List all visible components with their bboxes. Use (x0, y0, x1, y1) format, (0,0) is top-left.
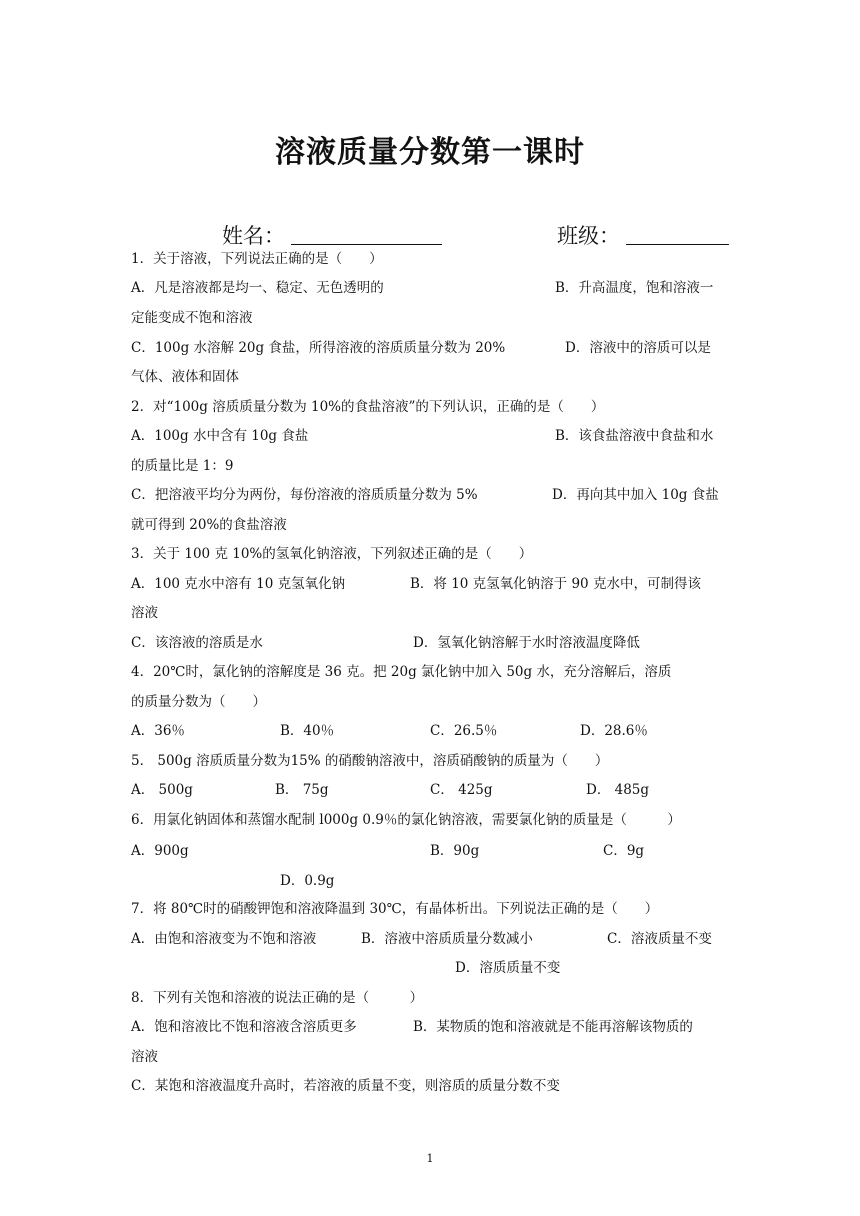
q5-stem: 5． 500g 溶质质量分数为15% 的硝酸钠溶液中，溶质硝酸钠的质量为（ ） (131, 753, 609, 769)
q5-option-c: C． 425g (430, 782, 493, 798)
q2-option-a: A．100g 水中含有 10g 食盐 (131, 428, 309, 444)
q1-option-a: A．凡是溶液都是均一、稳定、无色透明的 (131, 280, 384, 296)
q6-option-b: B．90g (430, 843, 480, 859)
class-blank (626, 244, 729, 245)
name-label: 姓名： (222, 224, 285, 248)
q6-option-c: C．9g (603, 843, 645, 859)
q7-option-d: D．溶质质量不变 (455, 960, 561, 976)
q6-option-d: D．0.9g (280, 873, 335, 889)
q2-option-c: C．把溶液平均分为两份，每份溶液的溶质质量分数为 5% (131, 487, 478, 503)
q1-option-d-cont: 气体、液体和固体 (131, 369, 239, 385)
q5-option-a: A． 500g (131, 782, 193, 798)
q4-stem: 4．20℃时，氯化钠的溶解度是 36 克。把 20g 氯化钠中加入 50g 水，充分溶解后，溶质 (131, 664, 672, 680)
q2-stem: 2．对“100g 溶质质量分数为 10%的食盐溶液”的下列认识，正确的是（ ） (131, 399, 605, 415)
q7-option-b: B．溶液中溶质质量分数减小 (361, 931, 533, 947)
q3-option-b-cont: 溶液 (131, 605, 158, 621)
q1-option-d: D．溶液中的溶质可以是 (565, 340, 711, 356)
q2-option-d-cont: 就可得到 20%的食盐溶液 (131, 517, 287, 533)
q3-stem: 3．关于 100 克 10%的氢氧化钠溶液，下列叙述正确的是（ ） (131, 546, 533, 562)
q2-option-b-cont: 的质量比是 1：9 (131, 458, 234, 474)
q2-option-d: D．再向其中加入 10g 食盐 (552, 487, 719, 503)
q8-stem: 8．下列有关饱和溶液的说法正确的是（ ） (131, 990, 424, 1006)
q6-option-a: A．900g (131, 843, 189, 859)
q4-option-b: B．40％ (280, 723, 335, 739)
q7-option-c: C．溶液质量不变 (607, 931, 712, 947)
name-blank (291, 244, 442, 245)
q8-option-b-cont: 溶液 (131, 1049, 158, 1065)
q4-option-d: D．28.6％ (580, 723, 648, 739)
q4-option-a: A．36％ (131, 723, 185, 739)
q2-option-b: B．该食盐溶液中食盐和水 (555, 428, 714, 444)
q3-option-b: B．将 10 克氢氧化钠溶于 90 克水中，可制得该 (410, 576, 701, 592)
q4-option-c: C．26.5％ (430, 723, 498, 739)
q1-option-b-cont: 定能变成不饱和溶液 (131, 310, 253, 326)
q7-option-a: A．由饱和溶液变为不饱和溶液 (131, 931, 317, 947)
q8-option-a: A．饱和溶液比不饱和溶液含溶质更多 (131, 1019, 357, 1035)
page-title: 溶液质量分数第一课时 (275, 135, 585, 170)
q5-option-d: D． 485g (586, 782, 650, 798)
q7-stem: 7．将 80℃时的硝酸钾饱和溶液降温到 30℃，有晶体析出。下列说法正确的是（ ） (131, 901, 659, 917)
q8-option-c: C．某饱和溶液温度升高时，若溶液的质量不变，则溶质的质量分数不变 (131, 1078, 560, 1094)
q3-option-d: D．氢氧化钠溶解于水时溶液温度降低 (413, 635, 640, 651)
q8-option-b: B．某物质的饱和溶液就是不能再溶解该物质的 (413, 1019, 693, 1035)
q1-stem: 1．关于溶液，下列说法正确的是（ ） (131, 251, 383, 267)
q6-stem: 6．用氯化钠固体和蒸馏水配制 l000g 0.9％的氯化钠溶液，需要氯化钠的质量是（ ） (131, 812, 681, 828)
q3-option-a: A．100 克水中溶有 10 克氢氧化钠 (131, 576, 346, 592)
page-number: 1 (426, 1152, 434, 1165)
class-label: 班级： (557, 224, 620, 248)
q3-option-c: C．该溶液的溶质是水 (131, 635, 263, 651)
q1-option-b: B．升高温度，饱和溶液一 (555, 280, 714, 296)
q5-option-b: B． 75g (275, 782, 329, 798)
q1-option-c: C．100g 水溶解 20g 食盐，所得溶液的溶质质量分数为 20% (131, 340, 506, 356)
q4-stem-cont: 的质量分数为（ ） (131, 694, 266, 710)
